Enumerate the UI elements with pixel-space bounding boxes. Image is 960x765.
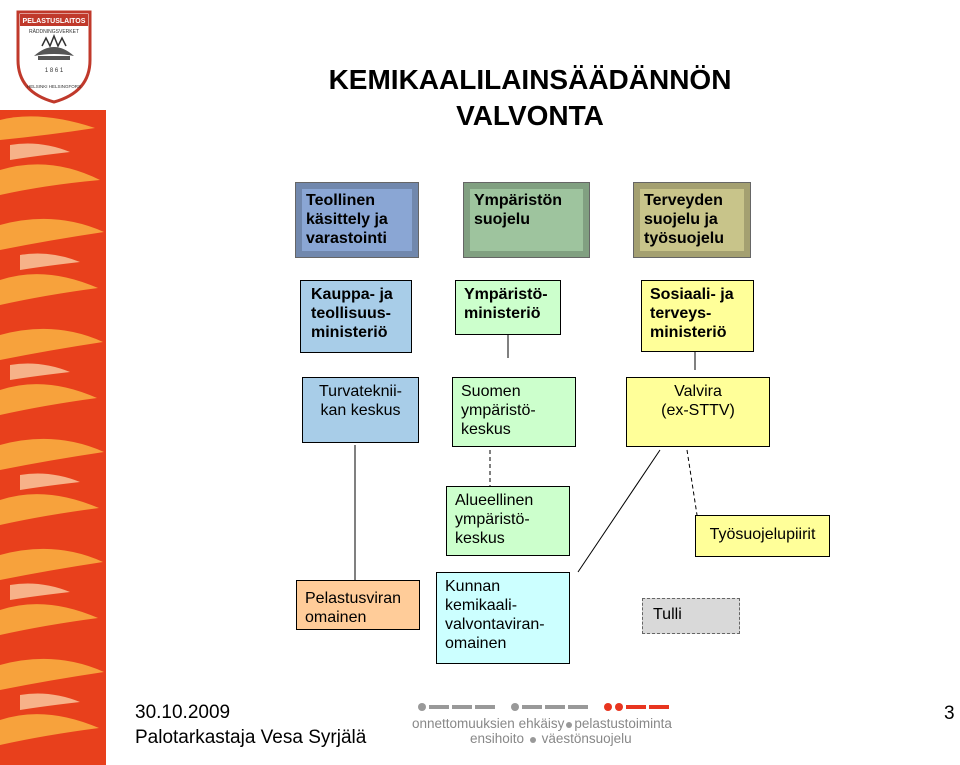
svg-text:1 8 6 1: 1 8 6 1 bbox=[44, 68, 64, 74]
title-line-2: VALVONTA bbox=[456, 100, 604, 131]
footer-slogan: onnettomuuksien ehkäisy pelastustoiminta ensihoito väestönsuojelu bbox=[412, 702, 692, 746]
header-health-protection: Terveyden suojelu ja työsuojelu bbox=[633, 182, 751, 258]
header-environment-protection: Ympäristön suojelu bbox=[463, 182, 590, 258]
svg-text:PELASTUSLAITOS: PELASTUSLAITOS bbox=[22, 18, 86, 25]
page-number: 3 bbox=[944, 703, 955, 724]
agency-valvira: Valvira (ex-STTV) bbox=[626, 377, 770, 447]
agency-safety-technology: Turvateknii- kan keskus bbox=[302, 377, 419, 443]
ministry-environment: Ympäristö- ministeriö bbox=[455, 280, 561, 335]
ministry-social-health: Sosiaali- ja terveys- ministeriö bbox=[641, 280, 754, 352]
labour-protection-districts: Työsuojelupiirit bbox=[695, 515, 830, 557]
customs: Tulli bbox=[642, 598, 740, 634]
municipal-chemical-authority: Kunnan kemikaali- valvontaviran- omainen bbox=[436, 572, 570, 664]
header-industrial-handling: Teollinen käsittely ja varastointi bbox=[295, 182, 419, 258]
rescue-authority: Pelastusviran omainen bbox=[296, 580, 420, 630]
agency-finnish-environment-institute: Suomen ympäristö- keskus bbox=[452, 377, 576, 447]
regional-environment-center: Alueellinen ympäristö- keskus bbox=[446, 486, 570, 556]
footer-info bbox=[135, 700, 366, 750]
footer-date: 30.10.2009 bbox=[135, 702, 231, 723]
footer-author: Palotarkastaja Vesa Syrjälä bbox=[135, 727, 367, 748]
svg-text:HELSINKI HELSINGFORS: HELSINKI HELSINGFORS bbox=[26, 84, 82, 89]
title-line-1: KEMIKAALILAINSÄÄDÄNNÖN bbox=[328, 64, 732, 95]
svg-text:RÄDDNINGSVERKET: RÄDDNINGSVERKET bbox=[28, 29, 80, 35]
slogan-dash-decoration bbox=[418, 702, 692, 712]
ministry-trade-industry: Kauppa- ja teollisuus- ministeriö bbox=[300, 280, 412, 353]
